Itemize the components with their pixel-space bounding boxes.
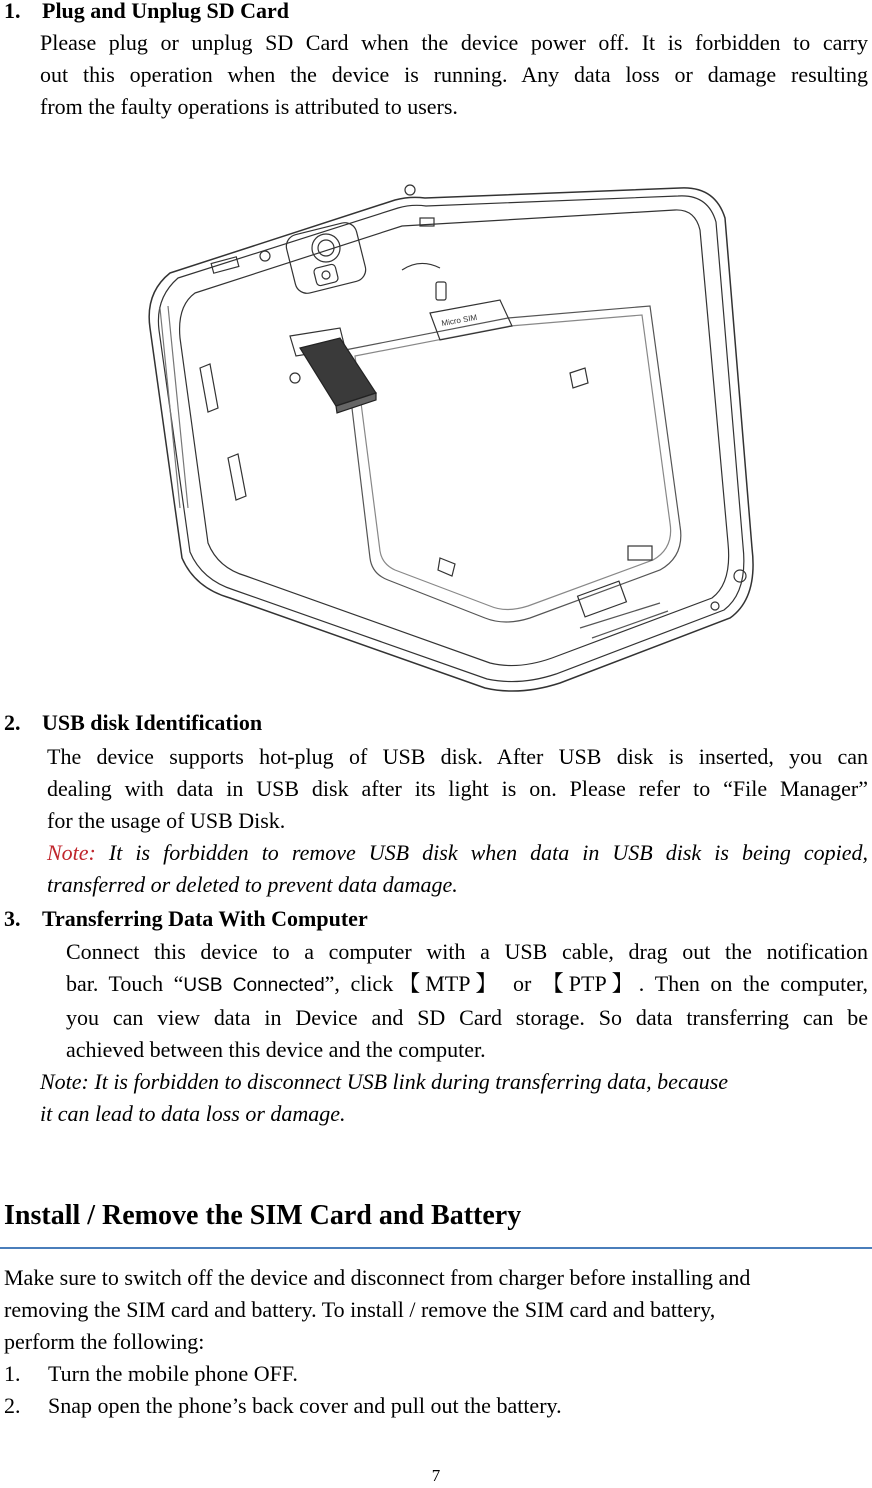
section-3-number: 3. <box>4 906 21 931</box>
install-line-2: removing the SIM card and battery. To install / remove the SIM card and battery, <box>4 1297 716 1322</box>
section-2-heading <box>4 710 262 736</box>
section-3-heading <box>4 906 368 932</box>
install-line-1: Make sure to switch off the device and disconnect from charger before installing and <box>4 1265 751 1290</box>
install-step-1-text: Turn the mobile phone OFF. <box>48 1361 298 1386</box>
section-2-line-3: for the usage of USB Disk. <box>47 808 286 833</box>
section-3-note-line-2: it can lead to data loss or damage. <box>40 1101 346 1126</box>
section-3-body <box>66 936 868 1066</box>
section-3-line-1: Connect this device to a computer with a USB cable, drag out the notification <box>66 939 868 964</box>
section-2-note-line-2: transferred or deleted to prevent data damage. <box>47 872 458 897</box>
install-step-2-text: Snap open the phone’s back cover and pull out the battery. <box>48 1393 562 1418</box>
section-3-note <box>40 1066 728 1130</box>
install-step-2-number: 2. <box>4 1393 21 1418</box>
section-2-title: USB disk Identification <box>42 710 263 735</box>
section-1-title: Plug and Unplug SD Card <box>42 0 289 23</box>
section-1-line-3: from the faulty operations is attributed to users. <box>40 94 458 119</box>
section-2-number: 2. <box>4 710 21 735</box>
install-line-3: perform the following: <box>4 1329 205 1354</box>
section-3-note-line-1: Note: It is forbidden to disconnect USB link during transferring data, because <box>40 1069 729 1094</box>
install-body <box>4 1262 868 1422</box>
section-3-line-2-end: ”, click【MTP】 or 【PTP】. Then on the computer, <box>324 971 868 996</box>
section-1-body <box>40 27 868 123</box>
section-3-line-4: achieved between this device and the computer. <box>66 1037 486 1062</box>
section-3-line-2 <box>66 968 868 1002</box>
section-2-note-label: Note: <box>47 840 96 865</box>
section-2-line-1: The device supports hot-plug of USB disk. After USB disk is inserted, you can <box>47 744 868 769</box>
section-2-note-line-1 <box>47 837 868 869</box>
title-divider <box>0 1247 872 1249</box>
install-step-1-number: 1. <box>4 1361 21 1386</box>
section-2-line-2: dealing with data in USB disk after its light is on. Please refer to “File Manager” <box>47 776 868 801</box>
install-step-2 <box>4 1390 868 1422</box>
section-2-note-text: It is forbidden to remove USB disk when data in USB disk is being copied, <box>95 840 868 865</box>
page-number: 7 <box>431 1466 441 1485</box>
section-2-body <box>47 741 868 901</box>
section-1-line-2: out this operation when the device is running. Any data loss or damage resulting <box>40 62 868 87</box>
section-3-title: Transferring Data With Computer <box>42 906 368 931</box>
phone-back-illustration <box>140 178 765 696</box>
section-3-line-3: you can view data in Device and SD Card storage. So data transferring can be <box>66 1005 868 1030</box>
usb-connected-label: USB Connected <box>183 975 325 996</box>
install-step-1 <box>4 1358 868 1390</box>
micro-sim-label: Micro SIM <box>440 312 478 328</box>
section-1-heading <box>4 0 289 24</box>
section-3-line-2-start: bar. Touch “ <box>66 971 184 996</box>
install-section-title: Install / Remove the SIM Card and Battery <box>4 1200 522 1231</box>
section-1-line-1: Please plug or unplug SD Card when the device power off. It is forbidden to carry <box>40 30 868 55</box>
section-1-number: 1. <box>4 0 21 23</box>
